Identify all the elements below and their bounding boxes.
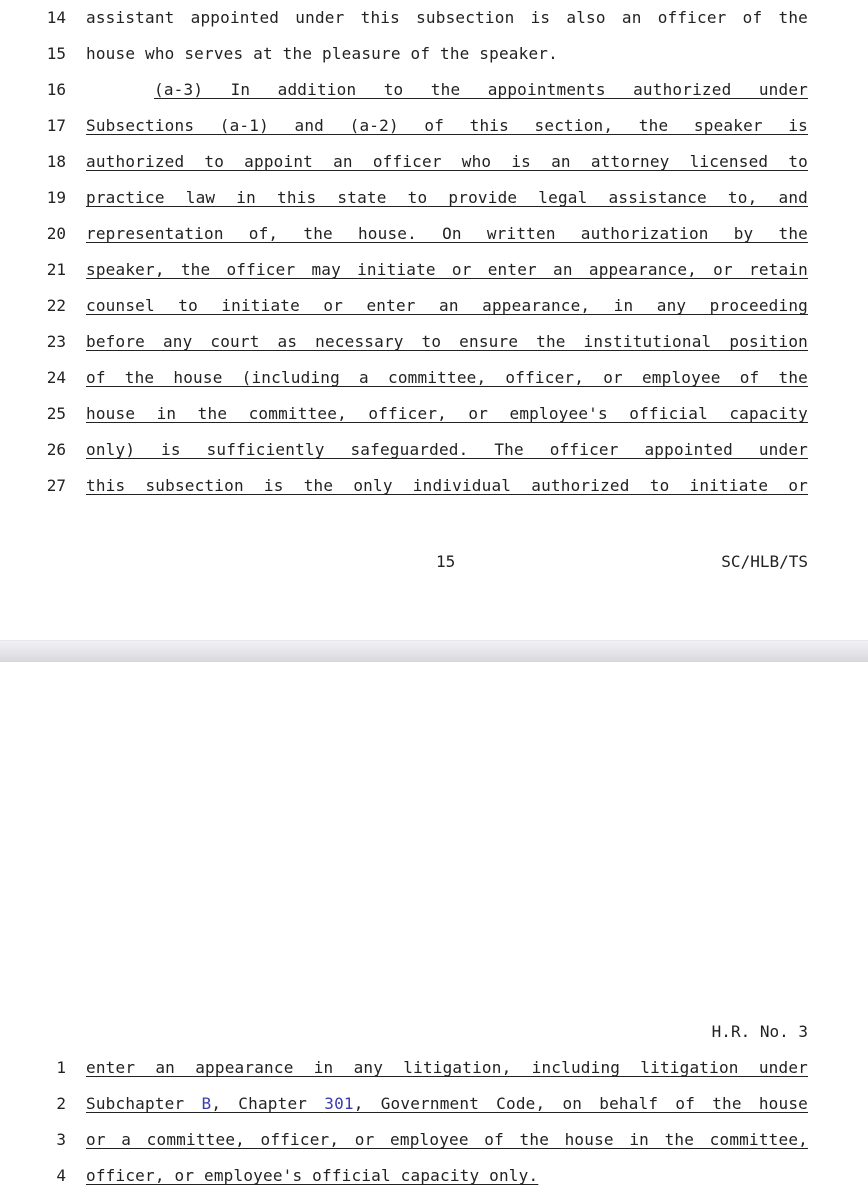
document-page-16 <box>0 662 868 1194</box>
line-text: this subsection is the only individual authorized to initiate or <box>86 476 808 495</box>
line-number: 19 <box>46 188 66 207</box>
line-number: 26 <box>46 440 66 459</box>
line-number: 4 <box>56 1166 66 1185</box>
text-segment: , Government Code, on behalf of the house <box>353 1094 808 1113</box>
line-number: 1 <box>56 1058 66 1077</box>
line-text: authorized to appoint an officer who is an attorney licensed to <box>86 152 808 171</box>
line-number: 17 <box>46 116 66 135</box>
text-line <box>0 296 868 332</box>
line-text: counsel to initiate or enter an appearance, in any proceeding <box>86 296 808 315</box>
line-text: representation of, the house. On written authorization by the <box>86 224 808 243</box>
line-number: 2 <box>56 1094 66 1113</box>
text-line <box>0 224 868 260</box>
line-text <box>86 1094 808 1113</box>
page-number: 15 <box>436 552 456 571</box>
line-text: house who serves at the pleasure of the speaker. <box>86 44 558 63</box>
line-number: 15 <box>46 44 66 63</box>
line-text: or a committee, officer, or employee of the house in the committee, <box>86 1130 808 1149</box>
line-text: speaker, the officer may initiate or enter an appearance, or retain <box>86 260 808 279</box>
text-line <box>0 80 868 116</box>
text-segment: Subchapter <box>86 1094 202 1113</box>
text-line <box>0 440 868 476</box>
text-line <box>0 260 868 296</box>
line-text: only) is sufficiently safeguarded. The officer appointed under <box>86 440 808 459</box>
text-line <box>0 152 868 188</box>
chapter-link[interactable]: 301 <box>324 1094 354 1113</box>
text-line <box>0 1094 868 1130</box>
text-line <box>0 8 868 44</box>
line-number: 20 <box>46 224 66 243</box>
line-text: house in the committee, officer, or employee's official capacity <box>86 404 808 423</box>
line-text: officer, or employee's official capacity only. <box>86 1166 539 1185</box>
line-text: Subsections (a-1) and (a-2) of this section, the speaker is <box>86 116 808 135</box>
text-line <box>0 368 868 404</box>
text-line <box>0 44 868 80</box>
text-line <box>0 404 868 440</box>
page-separator <box>0 640 868 663</box>
line-text: enter an appearance in any litigation, including litigation under <box>86 1058 808 1077</box>
line-number: 24 <box>46 368 66 387</box>
text-line <box>0 1058 868 1094</box>
line-text: (a-3) In addition to the appointments authorized under <box>154 80 808 99</box>
line-text: assistant appointed under this subsection is also an officer of the <box>86 8 808 27</box>
text-line <box>0 476 868 512</box>
text-line <box>0 1166 868 1202</box>
text-line <box>0 332 868 368</box>
line-number: 22 <box>46 296 66 315</box>
line-text: of the house (including a committee, officer, or employee of the <box>86 368 808 387</box>
bill-header: H.R. No. 3 <box>711 1022 808 1041</box>
text-segment: , Chapter <box>211 1094 325 1113</box>
line-number: 14 <box>46 8 66 27</box>
line-number: 21 <box>46 260 66 279</box>
line-number: 23 <box>46 332 66 351</box>
line-text: practice law in this state to provide legal assistance to, and <box>86 188 808 207</box>
line-number: 25 <box>46 404 66 423</box>
line-number: 27 <box>46 476 66 495</box>
line-number: 3 <box>56 1130 66 1149</box>
footer-identifier: SC/HLB/TS <box>721 552 808 571</box>
text-line <box>0 116 868 152</box>
line-text: before any court as necessary to ensure the institutional position <box>86 332 808 351</box>
line-number: 16 <box>46 80 66 99</box>
text-line <box>0 1130 868 1166</box>
line-number: 18 <box>46 152 66 171</box>
text-line <box>0 188 868 224</box>
subchapter-link[interactable]: B <box>201 1094 212 1113</box>
